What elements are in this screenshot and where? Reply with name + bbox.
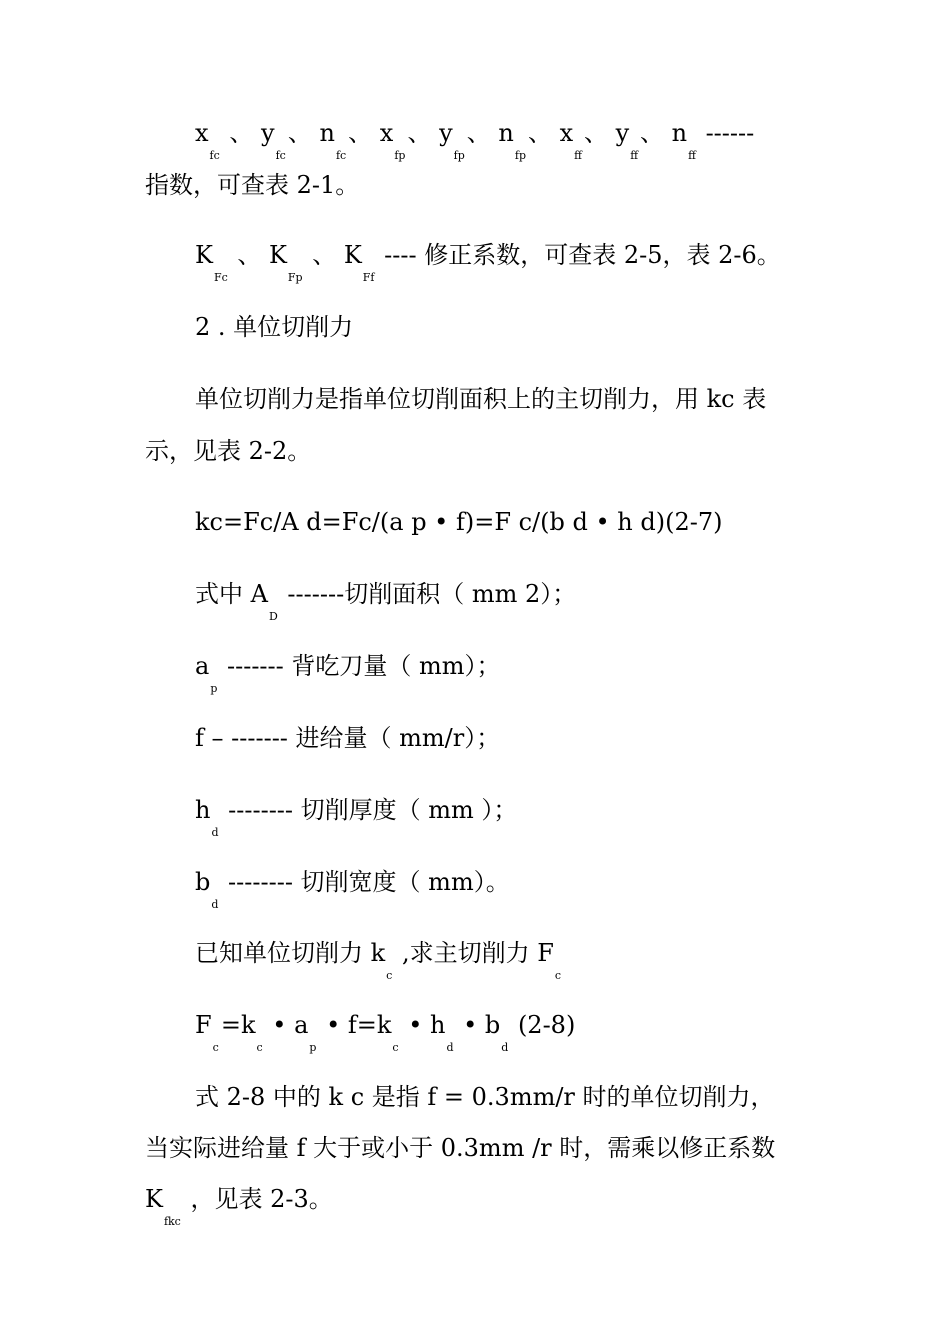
text-segment: ---- 修正系数，可查表 2-5，表 2-6。: [376, 241, 781, 269]
subscript: fc: [209, 149, 220, 162]
subscript: Fc: [213, 271, 228, 284]
text-segment: -------切削面积（ mm 2）；: [279, 580, 577, 608]
subscript: d: [211, 898, 219, 911]
text-segment: h: [195, 796, 211, 824]
text-segment: 、 x: [528, 119, 574, 147]
text-segment: ------- 背吃刀量（ mm）；: [219, 652, 501, 680]
text-segment: • a: [264, 1011, 309, 1039]
text-segment: • f=k: [318, 1011, 392, 1039]
subscript: fkc: [163, 1215, 181, 1228]
subscript: c: [256, 1041, 263, 1054]
paragraph-text: 式 2-8 中的 k c 是指 f = 0.3mm/r 时的单位切削力，: [195, 1083, 775, 1111]
paragraph-text: 指数，可查表 2-1。: [145, 171, 360, 199]
text-segment: 、 n: [466, 119, 514, 147]
subscript: fc: [275, 149, 286, 162]
paragraph-text: 单位切削力是指单位切削面积上的主切削力，用 kc 表: [195, 385, 767, 413]
text-segment: K: [195, 241, 213, 269]
subscript: Ff: [362, 271, 375, 284]
subscript: ff: [630, 149, 639, 162]
subscript: Fp: [287, 271, 303, 284]
text-segment: 式中 A: [195, 580, 268, 608]
text-segment: 已知单位切削力 k: [195, 939, 386, 967]
text-segment: ------: [697, 119, 755, 147]
subscript: d: [211, 826, 219, 839]
text-segment: 、 n: [287, 119, 335, 147]
text-segment: 、 K: [229, 241, 287, 269]
subscript: c: [392, 1041, 399, 1054]
paragraph-text: 示，见表 2-2。: [145, 437, 312, 465]
section-heading-text: 2 . 单位切削力: [195, 313, 354, 341]
subscript: ff: [574, 149, 582, 162]
subscript: d: [446, 1041, 454, 1054]
formula-text: kc=Fc/A d=Fc/(a p • f)=F c/(b d • h d)(2-7): [195, 508, 723, 536]
text-segment: (2-8): [510, 1011, 576, 1039]
subscript: d: [501, 1041, 509, 1054]
text-segment: -------- 切削宽度（ mm）。: [220, 868, 510, 896]
text-segment: 、 y: [407, 119, 453, 147]
subscript: c: [212, 1041, 219, 1054]
paragraph-text: 当实际进给量 f 大于或小于 0.3mm /r 时，需乘以修正系数: [145, 1134, 776, 1162]
text-segment: 、 K: [304, 241, 362, 269]
text-segment: b: [195, 868, 211, 896]
subscript: c: [554, 969, 562, 982]
text-segment: K: [145, 1185, 163, 1213]
text-segment: 、 n: [640, 119, 688, 147]
text-segment: a: [195, 652, 210, 680]
text-segment: ,求主切削力 F: [394, 939, 554, 967]
text-segment: 、 y: [584, 119, 630, 147]
subscript: fp: [514, 149, 526, 162]
text-segment: x: [195, 119, 209, 147]
subscript: fp: [453, 149, 465, 162]
subscript: ff: [688, 149, 696, 162]
subscript: p: [210, 682, 218, 695]
subscript: p: [309, 1041, 317, 1054]
text-segment: -------- 切削厚度（ mm ）；: [220, 796, 518, 824]
text-segment: • b: [455, 1011, 501, 1039]
text-segment: 、 y: [221, 119, 275, 147]
text-segment: ，见表 2-3。: [182, 1185, 333, 1213]
subscript: fp: [394, 149, 406, 162]
subscript: fc: [335, 149, 347, 162]
text-segment: 、 x: [348, 119, 394, 147]
subscript: c: [386, 969, 393, 982]
text-segment: F: [195, 1011, 212, 1039]
text-segment: =k: [220, 1011, 256, 1039]
text-segment: • h: [400, 1011, 446, 1039]
subscript: D: [268, 610, 278, 623]
paragraph-text: f – ------- 进给量（ mm/r）；: [195, 724, 501, 752]
